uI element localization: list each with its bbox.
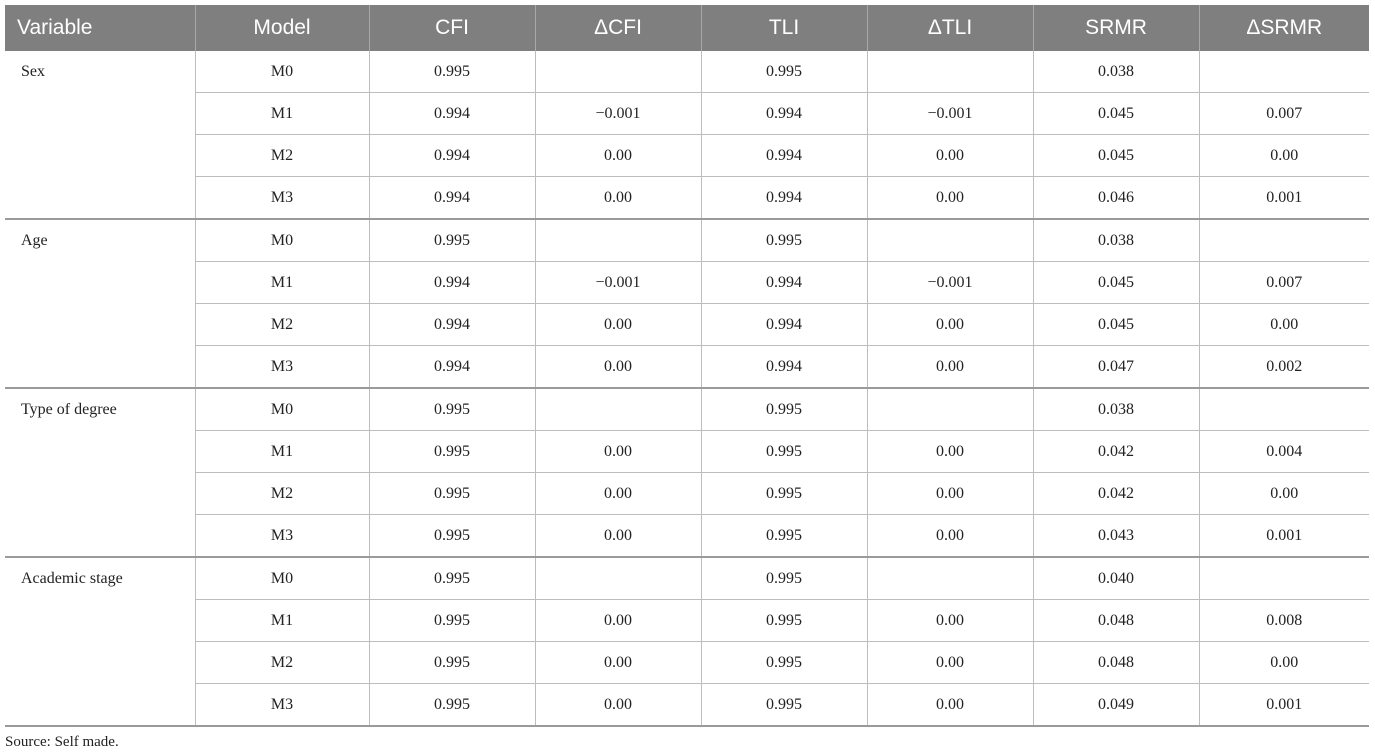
model-cell: M2 — [195, 473, 369, 515]
tli-cell: 0.994 — [701, 262, 867, 304]
cfi-cell: 0.995 — [369, 515, 535, 558]
model-cell: M3 — [195, 515, 369, 558]
delta-srmr-cell: 0.00 — [1199, 304, 1369, 346]
delta-tli-cell: −0.001 — [867, 93, 1033, 135]
cfi-cell: 0.995 — [369, 51, 535, 93]
delta-tli-cell: 0.00 — [867, 304, 1033, 346]
tli-cell: 0.995 — [701, 431, 867, 473]
cfi-cell: 0.995 — [369, 388, 535, 431]
srmr-cell: 0.045 — [1033, 304, 1199, 346]
delta-tli-cell: 0.00 — [867, 135, 1033, 177]
model-cell: M1 — [195, 431, 369, 473]
header-delta-srmr: ΔSRMR — [1199, 5, 1369, 51]
table-row — [5, 346, 1369, 389]
srmr-cell: 0.043 — [1033, 515, 1199, 558]
cfi-cell: 0.995 — [369, 600, 535, 642]
delta-tli-cell: 0.00 — [867, 431, 1033, 473]
delta-cfi-cell: 0.00 — [535, 135, 701, 177]
delta-tli-cell — [867, 51, 1033, 93]
model-cell: M3 — [195, 684, 369, 727]
delta-tli-cell: 0.00 — [867, 684, 1033, 727]
delta-cfi-cell: 0.00 — [535, 431, 701, 473]
table-row — [5, 388, 1369, 431]
delta-srmr-cell: 0.008 — [1199, 600, 1369, 642]
srmr-cell: 0.047 — [1033, 346, 1199, 389]
delta-tli-cell: 0.00 — [867, 177, 1033, 220]
tli-cell: 0.994 — [701, 346, 867, 389]
delta-srmr-cell: 0.00 — [1199, 473, 1369, 515]
delta-cfi-cell — [535, 51, 701, 93]
table-row — [5, 515, 1369, 558]
cfi-cell: 0.995 — [369, 684, 535, 727]
header-model: Model — [195, 5, 369, 51]
delta-srmr-cell: 0.004 — [1199, 431, 1369, 473]
delta-cfi-cell — [535, 557, 701, 600]
header-row — [5, 5, 1369, 51]
model-cell: M3 — [195, 177, 369, 220]
tli-cell: 0.995 — [701, 684, 867, 727]
delta-tli-cell — [867, 388, 1033, 431]
table-row — [5, 557, 1369, 600]
header-delta-cfi: ΔCFI — [535, 5, 701, 51]
delta-srmr-cell: 0.002 — [1199, 346, 1369, 389]
fit-indices-table — [5, 5, 1369, 727]
delta-cfi-cell: 0.00 — [535, 642, 701, 684]
srmr-cell: 0.045 — [1033, 135, 1199, 177]
delta-tli-cell: 0.00 — [867, 600, 1033, 642]
delta-cfi-cell — [535, 219, 701, 262]
cfi-cell: 0.994 — [369, 135, 535, 177]
srmr-cell: 0.038 — [1033, 51, 1199, 93]
delta-cfi-cell: 0.00 — [535, 473, 701, 515]
delta-tli-cell: 0.00 — [867, 346, 1033, 389]
delta-cfi-cell: 0.00 — [535, 684, 701, 727]
delta-cfi-cell: −0.001 — [535, 262, 701, 304]
delta-srmr-cell: 0.007 — [1199, 262, 1369, 304]
srmr-cell: 0.048 — [1033, 642, 1199, 684]
table-row — [5, 431, 1369, 473]
variable-cell: Academic stage — [5, 557, 195, 726]
variable-cell: Sex — [21, 63, 45, 80]
tli-cell: 0.995 — [701, 515, 867, 558]
tli-cell: 0.995 — [701, 473, 867, 515]
delta-tli-cell: 0.00 — [867, 642, 1033, 684]
model-cell: M2 — [195, 135, 369, 177]
model-cell: M1 — [195, 262, 369, 304]
delta-cfi-cell — [535, 388, 701, 431]
delta-tli-cell: −0.001 — [867, 262, 1033, 304]
srmr-cell: 0.046 — [1033, 177, 1199, 220]
cfi-cell: 0.995 — [369, 219, 535, 262]
tli-cell: 0.995 — [701, 388, 867, 431]
table-row — [5, 51, 1369, 93]
delta-cfi-cell: 0.00 — [535, 304, 701, 346]
srmr-cell: 0.045 — [1033, 93, 1199, 135]
delta-srmr-cell — [1199, 51, 1369, 93]
source-note: Source: Self made. — [5, 734, 119, 750]
table-row — [5, 219, 1369, 262]
table-row — [5, 600, 1369, 642]
delta-tli-cell: 0.00 — [867, 473, 1033, 515]
tli-cell: 0.995 — [701, 600, 867, 642]
srmr-cell: 0.045 — [1033, 262, 1199, 304]
tli-cell: 0.995 — [701, 219, 867, 262]
tli-cell: 0.994 — [701, 304, 867, 346]
delta-srmr-cell — [1199, 388, 1369, 431]
model-cell: M2 — [195, 304, 369, 346]
cfi-cell: 0.995 — [369, 642, 535, 684]
delta-srmr-cell: 0.001 — [1199, 684, 1369, 727]
delta-srmr-cell: 0.00 — [1199, 642, 1369, 684]
variable-cell: Type of degree — [5, 388, 195, 557]
tli-cell: 0.995 — [701, 557, 867, 600]
delta-tli-cell — [867, 219, 1033, 262]
tli-cell: 0.994 — [701, 93, 867, 135]
model-cell: M0 — [195, 51, 369, 93]
srmr-cell: 0.038 — [1033, 219, 1199, 262]
table-body — [5, 51, 1369, 726]
header-delta-tli: ΔTLI — [867, 5, 1033, 51]
delta-tli-cell — [867, 557, 1033, 600]
header-cfi: CFI — [369, 5, 535, 51]
model-cell: M3 — [195, 346, 369, 389]
model-cell: M0 — [195, 557, 369, 600]
header-variable: Variable — [5, 5, 195, 51]
cfi-cell: 0.995 — [369, 431, 535, 473]
cfi-cell: 0.995 — [369, 473, 535, 515]
cfi-cell: 0.994 — [369, 304, 535, 346]
cfi-cell: 0.995 — [369, 557, 535, 600]
srmr-cell: 0.048 — [1033, 600, 1199, 642]
tli-cell: 0.994 — [701, 177, 867, 220]
tli-cell: 0.995 — [701, 642, 867, 684]
srmr-cell: 0.042 — [1033, 431, 1199, 473]
delta-srmr-cell: 0.00 — [1199, 135, 1369, 177]
cfi-cell: 0.994 — [369, 177, 535, 220]
delta-cfi-cell: 0.00 — [535, 177, 701, 220]
header-tli: TLI — [701, 5, 867, 51]
table-row — [5, 135, 1369, 177]
table-row — [5, 684, 1369, 727]
tli-cell: 0.994 — [701, 135, 867, 177]
model-cell: M1 — [195, 600, 369, 642]
delta-cfi-cell: 0.00 — [535, 600, 701, 642]
table-row — [5, 177, 1369, 220]
delta-cfi-cell: 0.00 — [535, 346, 701, 389]
delta-srmr-cell — [1199, 219, 1369, 262]
srmr-cell: 0.049 — [1033, 684, 1199, 727]
srmr-cell: 0.042 — [1033, 473, 1199, 515]
table-row — [5, 642, 1369, 684]
delta-cfi-cell: 0.00 — [535, 515, 701, 558]
variable-cell: Age — [5, 219, 195, 388]
delta-srmr-cell: 0.001 — [1199, 515, 1369, 558]
delta-cfi-cell: −0.001 — [535, 93, 701, 135]
srmr-cell: 0.038 — [1033, 388, 1199, 431]
tli-cell: 0.995 — [701, 51, 867, 93]
cfi-cell: 0.994 — [369, 346, 535, 389]
cfi-cell: 0.994 — [369, 262, 535, 304]
srmr-cell: 0.040 — [1033, 557, 1199, 600]
model-cell: M1 — [195, 93, 369, 135]
header-srmr: SRMR — [1033, 5, 1199, 51]
table-row — [5, 473, 1369, 515]
delta-srmr-cell — [1199, 557, 1369, 600]
model-cell: M0 — [195, 388, 369, 431]
cfi-cell: 0.994 — [369, 93, 535, 135]
delta-srmr-cell: 0.001 — [1199, 177, 1369, 220]
table-row — [5, 304, 1369, 346]
delta-srmr-cell: 0.007 — [1199, 93, 1369, 135]
table-row — [5, 93, 1369, 135]
model-cell: M0 — [195, 219, 369, 262]
delta-tli-cell: 0.00 — [867, 515, 1033, 558]
model-cell: M2 — [195, 642, 369, 684]
table-row — [5, 262, 1369, 304]
